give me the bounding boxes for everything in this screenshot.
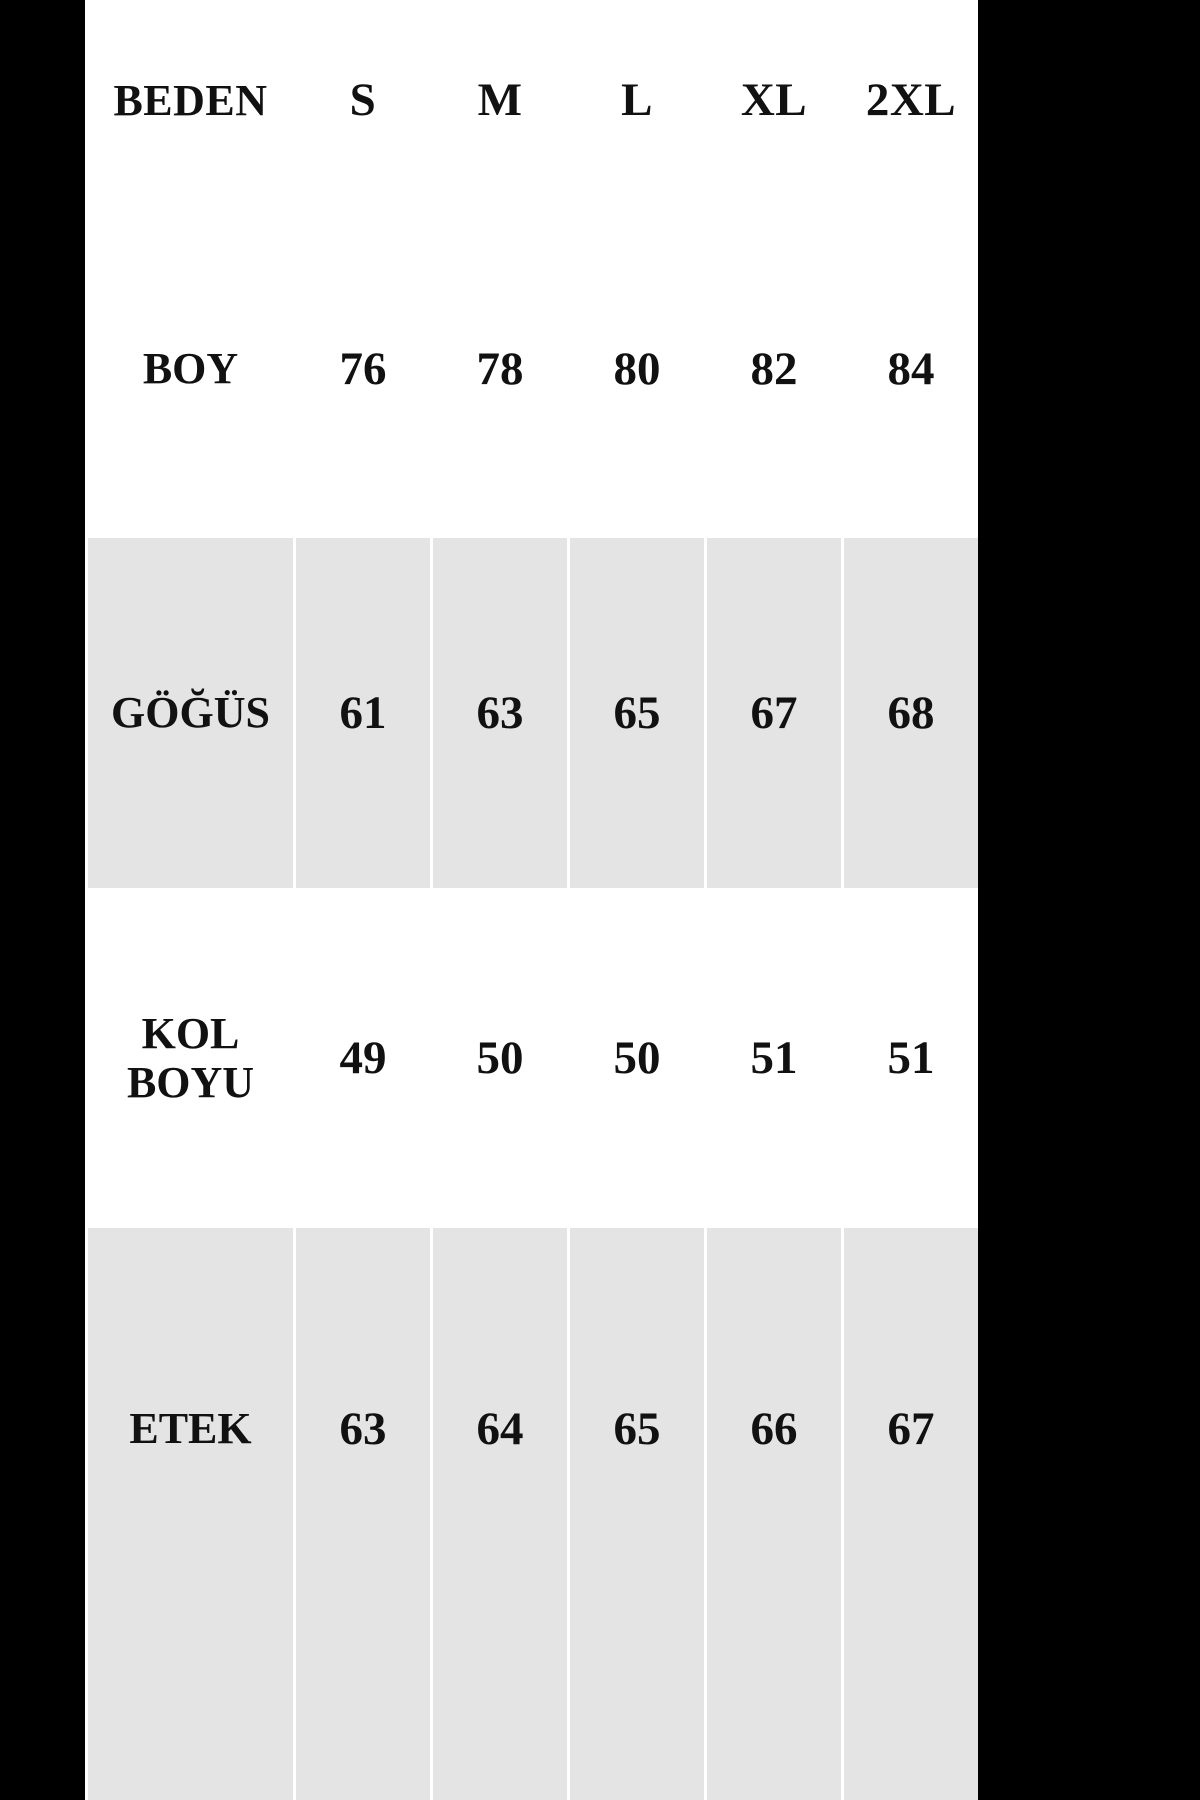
header-cell-s: S <box>296 0 430 200</box>
table-body <box>88 200 978 1800</box>
cell-boy-xl: 82 <box>707 200 841 538</box>
cell-etek-l: 65 <box>570 1228 704 1800</box>
cell-etek-m: 64 <box>433 1228 567 1800</box>
size-table-container <box>85 0 963 1800</box>
header-cell-2xl: 2XL <box>844 0 978 200</box>
row-label-gogus: GÖĞÜS <box>88 538 293 888</box>
cell-gogus-l: 65 <box>570 538 704 888</box>
cell-kol-boyu-2xl: 51 <box>844 888 978 1228</box>
row-label-etek: ETEK <box>88 1228 293 1800</box>
header-cell-xl: XL <box>707 0 841 200</box>
cell-kol-boyu-l: 50 <box>570 888 704 1228</box>
cell-boy-m: 78 <box>433 200 567 538</box>
header-row <box>88 0 978 200</box>
table-row <box>88 200 978 538</box>
header-cell-l: L <box>570 0 704 200</box>
header-cell-m: M <box>433 0 567 200</box>
table-row <box>88 888 978 1228</box>
cell-kol-boyu-m: 50 <box>433 888 567 1228</box>
cell-gogus-xl: 67 <box>707 538 841 888</box>
row-label-boy: BOY <box>88 200 293 538</box>
cell-boy-l: 80 <box>570 200 704 538</box>
cell-etek-xl: 66 <box>707 1228 841 1800</box>
cell-etek-s: 63 <box>296 1228 430 1800</box>
table-header <box>88 0 978 200</box>
cell-kol-boyu-s: 49 <box>296 888 430 1228</box>
size-table <box>85 0 981 1800</box>
header-cell-beden: BEDEN <box>88 0 293 200</box>
row-label-kol-boyu: KOL BOYU <box>88 888 293 1228</box>
table-row <box>88 538 978 888</box>
cell-etek-2xl: 67 <box>844 1228 978 1800</box>
cell-kol-boyu-xl: 51 <box>707 888 841 1228</box>
cell-gogus-m: 63 <box>433 538 567 888</box>
cell-gogus-2xl: 68 <box>844 538 978 888</box>
cell-gogus-s: 61 <box>296 538 430 888</box>
table-row <box>88 1228 978 1800</box>
cell-boy-2xl: 84 <box>844 200 978 538</box>
cell-boy-s: 76 <box>296 200 430 538</box>
